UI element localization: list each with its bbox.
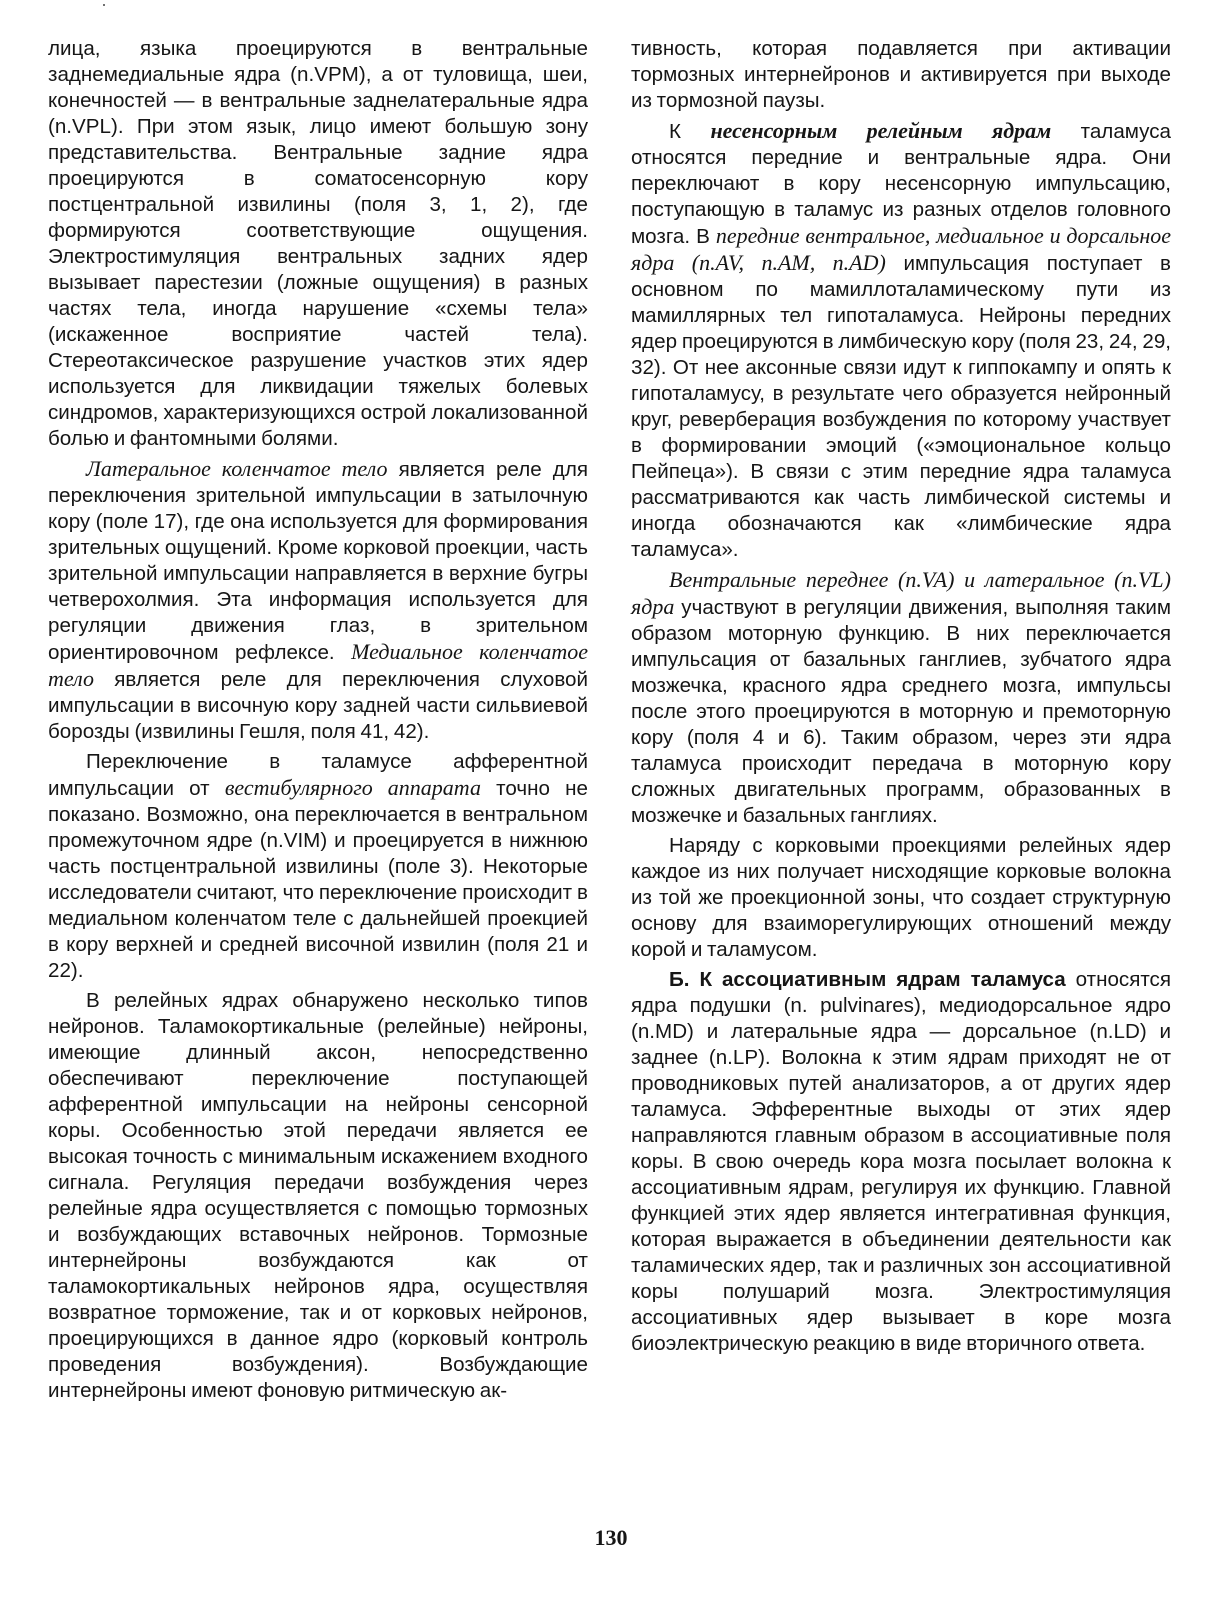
left-paragraph-3 <box>48 749 588 984</box>
term-nonsensory-relay: несенсорным релейным ядрам <box>710 118 1052 143</box>
term-vestibular: вестибулярного аппарата <box>224 775 481 800</box>
right-paragraph-3 <box>631 567 1171 829</box>
right-paragraph-1 <box>631 36 1171 114</box>
left-p2-text-2: является реле для переключения слуховой импульсации в височную кору задней части сильвиевой борозды (извилины Гешля, поля 41, 42). <box>48 668 588 743</box>
left-column <box>48 36 588 1404</box>
right-p2-text-1: К <box>669 120 711 143</box>
left-paragraph-4 <box>48 988 588 1404</box>
right-p4-text: Наряду с корковыми проекциями релейных ядер каждое из них получает нисходящие корковые волокна из той же проекционной зоны, что создает структурную основу для взаиморегулирующих отношений между корой и таламусом. <box>631 834 1171 961</box>
left-p3-text-1: Переключение в таламусе афферентной импульсации от <box>48 750 588 800</box>
right-column <box>631 36 1171 1357</box>
right-paragraph-2 <box>631 118 1171 563</box>
left-p3-text-2: точно не показано. Возможно, она переключается в вентральном промежуточном ядре (n.VIM) и проецируется в нижнюю часть постцентральной извилины (поле 3). Некоторые исследователи считают, что переключение происходит в медиальном коленчатом теле с дальнейшей проекцией в кору верхней и средней височной извилин (поля 21 и 22). <box>48 777 588 982</box>
right-p3-text: участвуют в регуляции движения, выполняя таким образом моторную функцию. В них переключается импульсация от базальных ганглиев, зубчатого ядра мозжечка, красного ядра среднего мозга, импульсы после этого проецируются в моторную и премоторную кору (поля 4 и 6). Таким образом, через эти ядра таламуса происходит передача в моторную кору сложных двигательных программ, образованных в мозжечке и базальных ганглиях. <box>631 596 1171 827</box>
left-p2-text-1: является реле для переключения зрительной импульсации в затылочную кору (поле 17), где она используется для формирования зрительных ощущений. Кроме корковой проекции, часть зрительной импульсации направляется в верхние бугры четверохолмия. Эта информация используется для регуляции движения глаз, в зрительном ориентировочном рефлексе. <box>48 458 588 664</box>
right-p2-text-2: таламуса относятся передние и вентральные ядра. Они переключают в кору несенсорную импульсацию, поступающую в таламус из разных отделов головного мозга. В <box>631 120 1171 248</box>
section-heading-associative: Б. К ассоциативным ядрам таламуса <box>669 968 1066 991</box>
left-paragraph-2 <box>48 456 588 745</box>
speck <box>103 4 105 6</box>
term-lateral-geniculate: Латеральное коленчатое тело <box>86 456 388 481</box>
right-p5-text: относятся ядра подушки (n. pulvinares), медиодорсальное ядро (n.MD) и латеральные ядра — дорсальное (n.LD) и заднее (n.LP). Волокна к этим ядрам приходят не от проводниковых путей анализаторов, а от других ядер таламуса. Эфферентные выходы от этих ядер направляются главным образом в ассоциативные поля коры. В свою очередь кора мозга посылает волокна к ассоциативным ядрам, регулируя их функцию. Главной функцией этих ядер является интегративная функция, которая выражается в объединении деятельности как таламических ядер, так и различных зон ассоциативной коры полушарий мозга. Электростимуляция ассоциативных ядер вызывает в коре мозга биоэлектрическую реакцию в виде вторичного ответа. <box>631 968 1171 1355</box>
term-medial-geniculate: Медиальное коленчатое тело <box>48 639 589 691</box>
right-paragraph-5 <box>631 967 1171 1357</box>
right-p1-text: тивность, которая подавляется при активации тормозных интернейронов и активируется при выходе из тормозной паузы. <box>631 37 1171 112</box>
page-number: 130 <box>594 1525 628 1550</box>
term-anterior-nuclei: передние вентральное, медиальное и дорсальное ядра (n.AV, n.AM, n.AD) <box>631 223 1171 275</box>
left-p4-text: В релейных ядрах обнаружено несколько типов нейронов. Таламокортикальные (релейные) нейроны, имеющие длинный аксон, непосредственно обеспечивают переключение поступающей афферентной импульсации на нейроны сенсорной коры. Особенностью этой передачи является ее высокая точность с минимальным искажением входного сигнала. Регуляция передачи возбуждения через релейные ядра осуществляется с помощью тормозных и возбуждающих вставочных нейронов. Тормозные интернейроны возбуждаются как от таламокортикальных нейронов ядра, осуществляя возвратное торможение, так и от корковых нейронов, проецирующихся в данное ядро (корковый контроль проведения возбуждения). Возбуждающие интернейроны имеют фоновую ритмическую ак- <box>48 989 588 1402</box>
right-paragraph-4 <box>631 833 1171 963</box>
right-p2-text-3: импульсация поступает в основном по мамиллоталамическому пути из мамиллярных тел гипоталамуса. Нейроны передних ядер проецируются в лимбическую кору (поля 23, 24, 29, 32). От нее аксонные связи идут к гиппокампу и опять к гипоталамусу, в результате чего образуется нейронный круг, реверберация возбуждения по которому участвует в формировании эмоций («эмоциональное кольцо Пейпеца»). В связи с этим передние ядра таламуса рассматриваются как часть лимбической системы и иногда обозначаются как «лимбические ядра таламуса». <box>631 252 1171 561</box>
left-p1-text: лица, языка проецируются в вентральные заднемедиальные ядра (n.VPM), а от туловища, шеи, конечностей — в вентральные заднелатеральные ядра (n.VPL). При этом язык, лицо имеют большую зону представительства. Вентральные задние ядра проецируются в соматосенсорную кору постцентральной извилины (поля 3, 1, 2), где формируются соответствующие ощущения. Электростимуляция вентральных задних ядер вызывает парестезии (ложные ощущения) в разных частях тела, иногда нарушение «схемы тела» (искаженное восприятие частей тела). Стереотаксическое разрушение участков этих ядер используется для ликвидации тяжелых болевых синдромов, характеризующихся острой локализованной болью и фантомными болями. <box>48 37 588 450</box>
left-paragraph-1 <box>48 36 588 452</box>
term-ventral-nuclei: Вентральные переднее (n.VA) и латеральное (n.VL) ядра <box>631 567 1171 619</box>
